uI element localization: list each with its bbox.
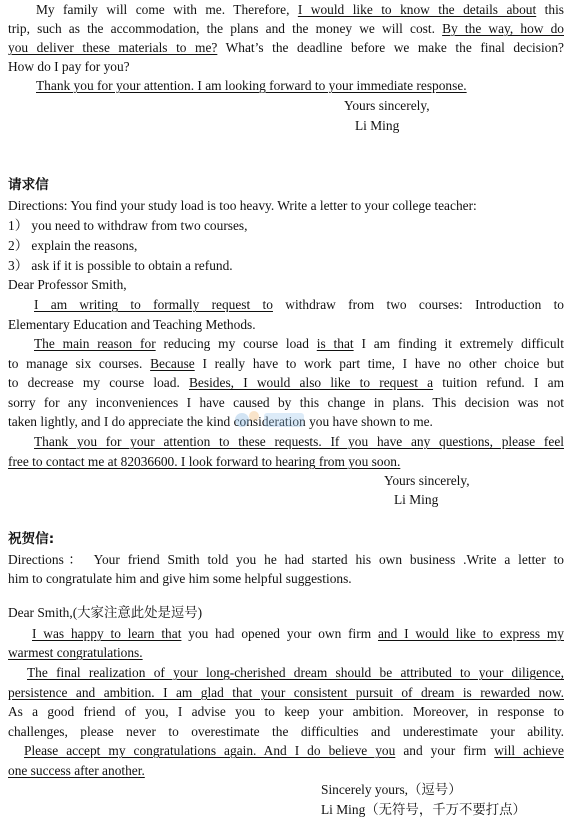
request-p2-line-3: to decrease my course load. Besides, I would also like to request a tuition refund. I am xyxy=(8,375,564,390)
request-signature: Li Ming xyxy=(394,492,439,507)
request-greeting: Dear Professor Smith, xyxy=(8,277,127,292)
top-letter-line-3: you deliver these materials to me? What’s the deadline before we make the final decision? xyxy=(8,40,564,55)
request-p3-line-1: Thank you for your attention to these requests. If you have any questions, please feel xyxy=(34,434,564,449)
congrats-closing: Sincerely yours,（逗号） xyxy=(321,782,462,797)
congrats-p2-line-1: The final realization of your long-cherished dream should be attributed to your diligence, xyxy=(27,665,564,680)
top-letter-line-1: My family will come with me. Therefore, I would like to know the details about this xyxy=(36,2,565,17)
congrats-directions-line-2: him to congratulate him and give him some helpful suggestions. xyxy=(8,571,352,586)
congrats-p2-line-4: challenges, please never to overestimate the difficulties and underestimate your ability. xyxy=(8,724,564,739)
request-p3-line-2: free to contact me at 82036600. I look forward to hearing from you soon. xyxy=(8,454,401,469)
request-directions: Directions: You find your study load is too heavy. Write a letter to your college teacher: xyxy=(8,198,477,213)
request-p1-line-1: I am writing to formally request to withdraw from two courses: Introduction to xyxy=(34,297,564,312)
request-item-2: 2） explain the reasons, xyxy=(8,238,138,253)
top-letter-signature: Li Ming xyxy=(355,118,400,133)
congrats-p2-line-3: As a good friend of you, I advise you to keep your ambition. Moreover, in response to xyxy=(8,704,564,719)
congrats-p3-line-1: Please accept my congratulations again. And I do believe you and your firm will achieve xyxy=(24,743,564,758)
congrats-directions-line-1: Directions： Your friend Smith told you he had started his own business .Write a letter to xyxy=(8,552,564,567)
top-letter-line-2: trip, such as the accommodation, the plans and the money we will cost. By the way, how do xyxy=(8,21,564,36)
request-p2-line-4: sorry for any inconveniences I have caused by this change in plans. This decision was not xyxy=(8,395,564,410)
congrats-p3-line-2: one success after another. xyxy=(8,763,145,778)
congrats-p1-line-1: I was happy to learn that you had opened your own firm and I would like to express my xyxy=(32,626,564,641)
request-p1-line-2: Elementary Education and Teaching Methods. xyxy=(8,317,256,332)
congrats-signature: Li Ming（无符号，千万不要打点） xyxy=(321,802,526,817)
request-p2-line-1: The main reason for reducing my course load is that I am finding it extremely difficult xyxy=(34,336,564,351)
congrats-greeting: Dear Smith,(大家注意此处是逗号) xyxy=(8,605,203,620)
congrats-p2-line-2: persistence and ambition. I am glad that your consistent pursuit of dream is rewarded now. xyxy=(8,685,564,700)
request-p2-line-5: taken lightly, and I do appreciate the kind consideration you have shown to me. xyxy=(8,414,433,429)
top-letter-thanks: Thank you for your attention. I am looking forward to your immediate response. xyxy=(36,78,467,93)
request-heading: 请求信 xyxy=(8,177,49,193)
request-item-3: 3） ask if it is possible to obtain a refund. xyxy=(8,258,233,273)
top-letter-line-4: How do I pay for you? xyxy=(8,59,130,74)
congrats-p1-line-2: warmest congratulations. xyxy=(8,645,143,660)
request-p2-line-2: to manage six courses. Because I really have to work part time, I have no other choice but xyxy=(8,356,565,371)
top-letter-closing: Yours sincerely, xyxy=(344,98,430,113)
watermark-logo xyxy=(232,406,310,434)
request-item-1: 1） you need to withdraw from two courses, xyxy=(8,218,248,233)
request-closing: Yours sincerely, xyxy=(384,473,470,488)
congrats-heading: 祝贺信: xyxy=(8,531,55,547)
